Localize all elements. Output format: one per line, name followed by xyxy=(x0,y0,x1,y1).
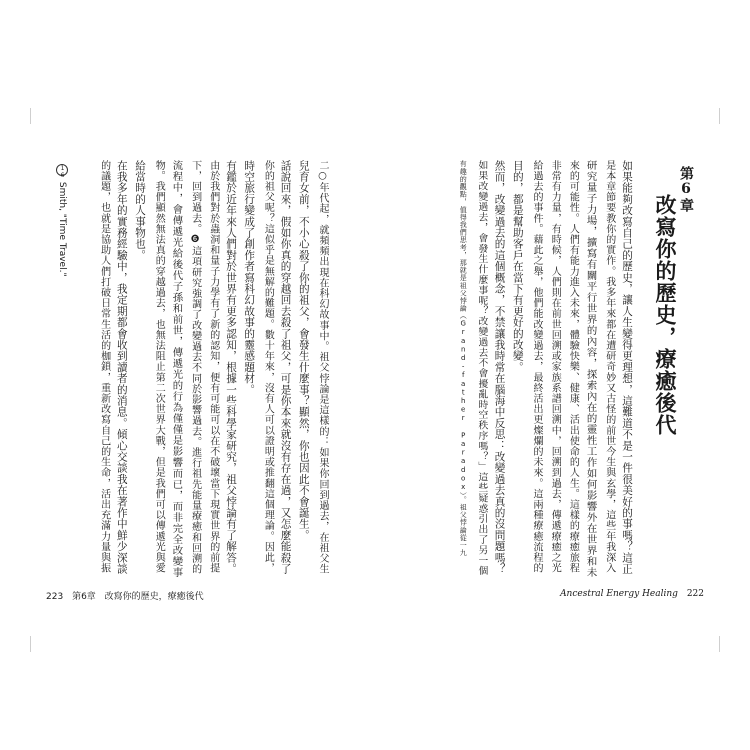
text-column: 流程中，會傳遞光給後代子孫和前世，傳遞光的行為僅僅是影響而已，而非完全改變事 xyxy=(170,160,183,578)
text-column: 二○年代起，就頻頻出現在科幻故事中。祖父悖論是這樣的：如果你回到過去，在祖父生 xyxy=(317,160,328,575)
chapter-number: 第6章 xyxy=(678,166,694,213)
crop-mark-right xyxy=(719,108,720,124)
text-column: 如果改變過去，會發生什麼事呢？改變過去不會擾亂時空秩序嗎？」這些疑惑引出了另一個 xyxy=(476,160,488,576)
text-column: 你的祖父呢？這似乎是無解的難題。數十年來，沒有人可以證明或推翻這個理論。因此， xyxy=(262,160,274,574)
text-column: 在我多年的實務經驗中，我定期都會收到讀者的消息。傾心交談我在著作中鮮少深談 xyxy=(115,160,128,575)
text-column: 給過去的事件。藉此之舉，他們能改變過去，最終活出更燦爛的未來。這兩種療癒流程的 xyxy=(531,160,542,574)
left-page-number: 223 xyxy=(46,592,64,602)
text-column: 如果能夠改寫自己的歷史，讓人生變得更理想，這難道不是一件很美好的事嗎？這正 xyxy=(621,160,633,575)
text-column: 有趣的觀點，值得我們思考，那就是祖父悖論（Grand-father Paradox）。祖父悖論從一九 xyxy=(459,160,468,557)
crop-mark-right-bottom xyxy=(719,636,720,652)
text-column: 的議題，也就是協助人們打破日常生活的枷鎖，重新改寫自己的生命，活出充滿力量與振 xyxy=(98,160,110,574)
text-column: 非常有力量，有時候，人們則在前世回溯或家族系譜回溯中，回溯到過去，傳遞療癒之光 xyxy=(549,160,561,574)
left-footer-title: 改寫你的歷史，療癒後代 xyxy=(104,592,204,602)
text-column: 話說回來，假如你真的穿越回去殺了祖父，可是你本來就沒有存在過，又怎麼能殺了 xyxy=(279,160,292,575)
right-page-footer xyxy=(560,589,704,599)
text-column: 物。我們顯然無法真的穿越過去，也無法阻止第二次世界大戰，但是我們可以傳遞光與愛 xyxy=(153,160,165,574)
footnote-mark: 16 xyxy=(56,164,68,176)
right-footer-title: Ancestral Energy Healing xyxy=(560,589,678,599)
left-page-footer xyxy=(46,589,204,602)
text-column: 然而，改變過去的這個概念，不禁讓我時常在腦海中反思：改變過去真的沒問題嗎？ xyxy=(493,160,506,575)
crop-mark-left-bottom xyxy=(30,636,31,652)
text-column: 研究量子力場，擴寫有關平行世界的內容，探索內在的靈性工作如何影響外在世界和未 xyxy=(584,160,597,578)
right-page-number: 222 xyxy=(686,589,704,599)
text-column: 給當時的人事物也。 xyxy=(134,160,146,261)
footnote xyxy=(56,164,68,277)
text-column: 來的可能性。人們有能力進入未來，體驗快樂、健康、活出使命的人生。這樣的療癒旅程 xyxy=(567,160,579,574)
text-column: 是本章節要教你的實作。我多年來都在遭研奇妙又古怪的前世今生與玄學，這些年我深入 xyxy=(603,160,615,574)
left-footer-chapter: 第6章 xyxy=(72,592,96,602)
text-column: 下，回到過去。❻這項研究強調了改變過去不同於影響過去。進行祖先能量療癒和回溯的 xyxy=(189,160,201,575)
footnote-text: Smith, "Time Travel." xyxy=(57,181,67,277)
text-column: 目的，都是幫助客戶在當下有更好的改變。 xyxy=(511,160,524,373)
text-column: 有鑑於近年來人們對於世界有更多認知，根據一些科學家研究，祖父悖論有了解答。 xyxy=(225,160,237,575)
crop-mark-left xyxy=(30,108,31,124)
text-column: 由於我們對於蟲洞和量子力學有了新的認知，便有可能可以在不破壞當下現實世界的前提 xyxy=(207,160,219,574)
text-column: 兒育女前，不小心殺了你的祖父，會發生什麼事？顯然，你也因此不會誕生。 xyxy=(297,160,310,541)
chapter-title: 改寫你的歷史，療癒後代 xyxy=(653,194,678,436)
text-column: 時空旅行變成了創作者寫科幻故事的靈感題材。 xyxy=(243,160,256,396)
